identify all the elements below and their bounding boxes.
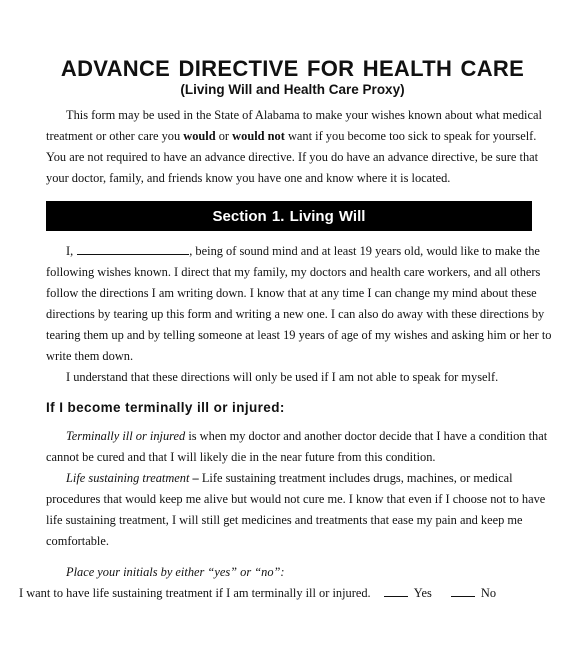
would-not-emphasis: would not bbox=[232, 129, 285, 143]
understanding-line: I understand that these directions will only be used if I am not able to speak for myself. bbox=[66, 370, 499, 384]
definition-line: comfortable. bbox=[46, 534, 109, 548]
living-will-line: I, , being of sound mind and at least 19 years old, would like to make the bbox=[66, 244, 540, 258]
intro-paragraph bbox=[46, 105, 544, 189]
intro-line: your doctor, family, and friends know you have one and know where it is located. bbox=[46, 171, 451, 185]
definition-line: cannot be cured and that I will likely die in the near future from this condition. bbox=[46, 450, 436, 464]
no-label: No bbox=[480, 586, 497, 600]
definition-line: procedures that would keep me alive but would not cure me. I know that even if I choose not to have bbox=[46, 492, 546, 506]
yes-label: Yes bbox=[413, 586, 432, 600]
document-title: ADVANCE DIRECTIVE FOR HEALTH CARE bbox=[60, 56, 525, 81]
name-field[interactable] bbox=[77, 243, 189, 255]
no-initials-field[interactable] bbox=[451, 585, 475, 597]
living-will-paragraph bbox=[46, 241, 552, 388]
terminally-ill-term: Terminally ill or injured bbox=[66, 429, 186, 443]
initials-instruction: Place your initials by either “yes” or “no”: bbox=[66, 565, 285, 579]
definition-line: Terminally ill or injured is when my doctor and another doctor decide that I have a condition that bbox=[66, 429, 548, 443]
definitions-paragraph bbox=[46, 426, 548, 552]
living-will-line: following wishes known. I direct that my family, my doctors and health care workers, and all others bbox=[46, 265, 541, 279]
life-sustaining-question: I want to have life sustaining treatment if I am terminally ill or injured. bbox=[19, 586, 371, 600]
intro-line: treatment or other care you would or would not want if you become too sick to speak for yourself. bbox=[46, 129, 537, 143]
document-subtitle: (Living Will and Health Care Proxy) bbox=[180, 82, 405, 97]
life-sustaining-term: Life sustaining treatment bbox=[66, 471, 190, 485]
intro-line: You are not required to have an advance directive. If you do have an advance directive, be sure that bbox=[46, 150, 539, 164]
intro-line: This form may be used in the State of Alabama to make your wishes known about what medical bbox=[66, 108, 542, 122]
definition-line: life sustaining treatment, I will still get medicines and treatments that ease my pain and keep me bbox=[46, 513, 523, 527]
section-1-heading-text: Section 1. Living Will bbox=[212, 207, 366, 225]
section-1-heading bbox=[46, 201, 532, 231]
living-will-line: follow the directions I am writing down. I know that at any time I can change my mind about these bbox=[46, 286, 537, 300]
living-will-line: tearing them up and by telling someone at least 19 years of age of my wishes and asking him or her to bbox=[46, 328, 552, 342]
initials-block bbox=[19, 562, 544, 604]
living-will-line: directions by tearing up this form and writing a new one. I can also do away with these directions by bbox=[46, 307, 545, 321]
life-sustaining-choice bbox=[19, 583, 544, 604]
living-will-line: write them down. bbox=[46, 349, 134, 363]
yes-initials-field[interactable] bbox=[384, 585, 408, 597]
would-emphasis: would bbox=[183, 129, 216, 143]
definition-line: Life sustaining treatment – Life sustaining treatment includes drugs, machines, or medical bbox=[66, 471, 513, 485]
terminal-illness-heading: If I become terminally ill or injured: bbox=[46, 400, 285, 415]
